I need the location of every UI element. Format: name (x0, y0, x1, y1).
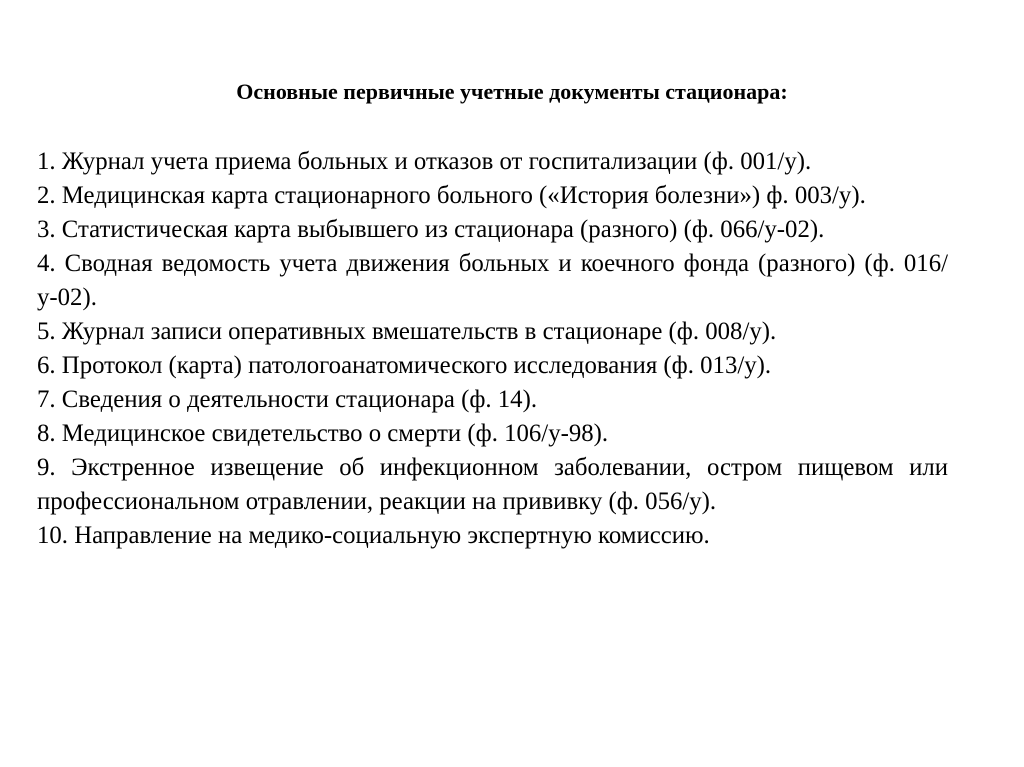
list-item: 6. Протокол (карта) патологоанатомического исследования (ф. 013/у). (37, 352, 772, 379)
list-item: 3. Статистическая карта выбывшего из стационара (разного) (ф. 066/у-02). (37, 216, 825, 243)
document-list (37, 145, 948, 553)
list-item: 9. Экстренное извещение об инфекционном заболевании, остром пищевом или профессиональном отравлении, реакции на прививку (ф. 056/у). (37, 454, 948, 515)
list-item: 2. Медицинская карта стационарного больного («История болезни») ф. 003/у). (37, 182, 866, 209)
list-item: 7. Сведения о деятельности стационара (ф. 14). (37, 386, 538, 413)
list-item: 8. Медицинское свидетельство о смерти (ф. 106/у-98). (37, 420, 609, 447)
list-item: 1. Журнал учета приема больных и отказов от госпитализации (ф. 001/у). (37, 148, 812, 175)
list-item: 4. Сводная ведомость учета движения больных и коечного фонда (разного) (ф. 016/у-02). (37, 250, 948, 311)
page-title: Основные первичные учетные документы стационара: (236, 79, 788, 104)
list-item: 10. Направление на медико-социальную экспертную комиссию. (37, 522, 710, 549)
list-item: 5. Журнал записи оперативных вмешательств в стационаре (ф. 008/у). (37, 318, 777, 345)
